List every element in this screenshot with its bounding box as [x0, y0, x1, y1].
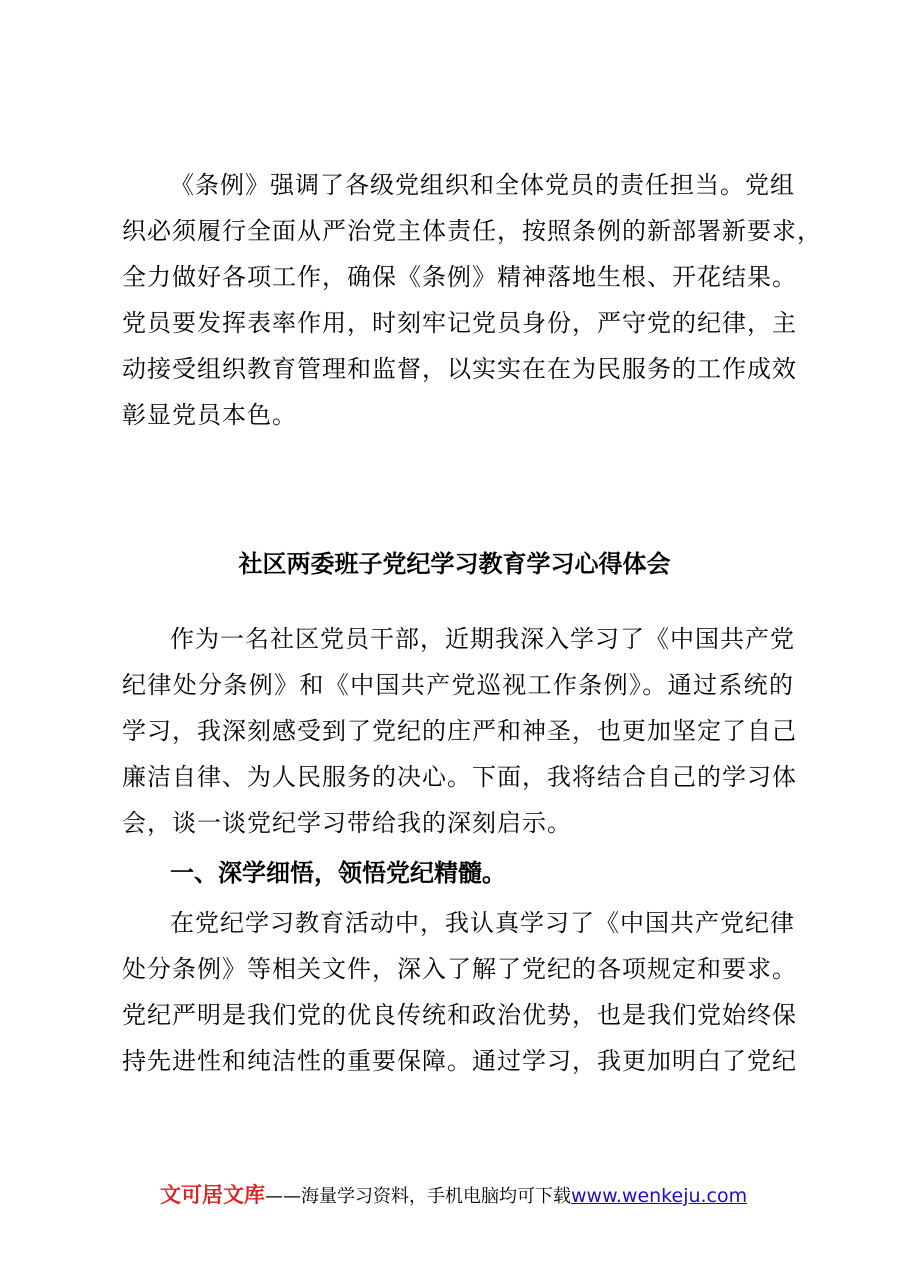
paragraph-line: 动接受组织教育管理和监督，以实实在在为民服务的工作成效 — [122, 355, 797, 383]
paragraph-line: 作为一名社区党员干部，近期我深入学习了《中国共产党 — [170, 625, 795, 653]
paragraph-line: 彰显党员本色。 — [122, 401, 297, 429]
paragraph-line: 党纪严明是我们党的优良传统和政治优势，也是我们党始终保 — [122, 1001, 797, 1029]
paragraph-line: 在党纪学习教育活动中，我认真学习了《中国共产党纪律 — [170, 909, 795, 937]
paragraph-line: 学习，我深刻感受到了党纪的庄严和神圣，也更加坚定了自己 — [122, 717, 797, 745]
paragraph-line: 《条例》强调了各级党组织和全体党员的责任担当。党组 — [170, 171, 795, 199]
paragraph-line: 纪律处分条例》和《中国共产党巡视工作条例》。通过系统的 — [122, 671, 794, 699]
paragraph-line: 全力做好各项工作，确保《条例》精神落地生根、开花结果。 — [122, 263, 797, 291]
paragraph-line: 织必须履行全面从严治党主体责任，按照条例的新部署新要求， — [122, 217, 822, 245]
footer-brand: 文可居文库 — [160, 1183, 265, 1207]
paragraph-line: 持先进性和纯洁性的重要保障。通过学习，我更加明白了党纪 — [122, 1047, 797, 1075]
paragraph-line: 党员要发挥表率作用，时刻牢记党员身份，严守党的纪律，主 — [122, 309, 797, 337]
paragraph-line: 处分条例》等相关文件，深入了解了党纪的各项规定和要求。 — [122, 955, 797, 983]
footer-link[interactable]: www.wenkeju.com — [571, 1185, 748, 1207]
paragraph-line: 廉洁自律、为人民服务的决心。下面，我将结合自己的学习体 — [122, 763, 797, 791]
footer-banner — [160, 1181, 747, 1211]
section-heading: 一、深学细悟，领悟党纪精髓。 — [170, 859, 506, 887]
footer-tagline: ——海量学习资料，手机电脑均可下载 — [265, 1186, 571, 1207]
paragraph-line: 会，谈一谈党纪学习带给我的深刻启示。 — [122, 809, 572, 837]
article-title: 社区两委班子党纪学习教育学习心得体会 — [238, 549, 671, 578]
